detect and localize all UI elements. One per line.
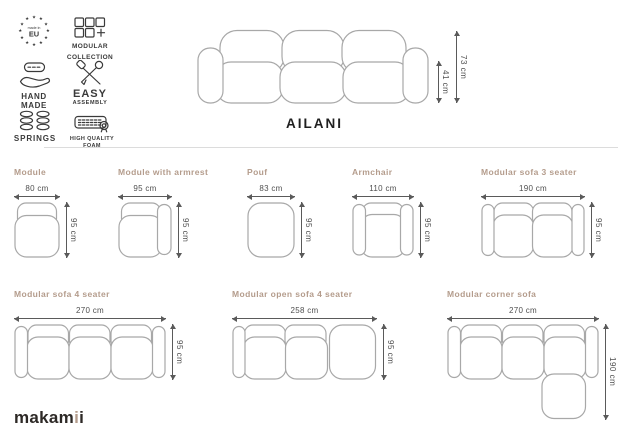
product-card-corner-sofa (447, 289, 617, 420)
product-name: Module with armrest (118, 167, 209, 177)
depth-arrow (178, 202, 179, 258)
width-arrow (247, 196, 295, 197)
product-card-module (14, 167, 78, 258)
depth-dimension (301, 202, 313, 258)
width-dimension (14, 184, 60, 197)
width-dimension (481, 184, 585, 197)
feature-springs (11, 110, 59, 143)
eu-stars-badge-icon (17, 14, 51, 47)
depth-value: 95 cm (181, 217, 190, 243)
feature-made-in-eu (13, 14, 55, 47)
width-value: 270 cm (75, 306, 105, 315)
svg-text:★: ★ (44, 35, 49, 41)
feature-label: MADE (21, 101, 47, 111)
module-armrest-top-view-drawing (118, 202, 172, 258)
pouf-top-view-drawing (247, 202, 295, 258)
svg-text:★: ★ (18, 28, 23, 34)
feature-label: COLLECTION (66, 53, 114, 61)
depth-value: 95 cm (386, 339, 395, 365)
springs-icon (18, 110, 52, 132)
depth-dimension (383, 324, 395, 380)
hero-seat-height-dimension (438, 61, 450, 103)
width-dimension (247, 184, 295, 197)
width-value: 258 cm (290, 306, 319, 315)
section-divider (44, 147, 618, 148)
feature-label: SPRINGS (13, 134, 57, 143)
logo-text-accent: i (74, 408, 80, 427)
svg-text:★: ★ (25, 16, 30, 22)
product-name: Module (14, 167, 47, 177)
svg-text:★: ★ (25, 40, 30, 46)
dimension-arrow (438, 61, 439, 103)
depth-arrow (420, 202, 421, 258)
width-value: 190 cm (518, 184, 548, 193)
product-card-module-with-armrest (118, 167, 208, 258)
feature-modular-collection (57, 17, 123, 62)
depth-arrow (301, 202, 302, 258)
high-quality-foam-icon (74, 112, 111, 133)
product-card-armchair (352, 167, 432, 258)
depth-arrow (172, 324, 173, 380)
dimension-arrow (456, 31, 457, 103)
depth-value: 95 cm (304, 217, 313, 243)
svg-text:★: ★ (32, 42, 36, 47)
width-value: 80 cm (25, 184, 49, 193)
product-card-open-sofa-4-seater (232, 289, 395, 380)
svg-text:★: ★ (44, 21, 49, 27)
feature-label: ASSEMBLY (72, 100, 108, 106)
width-arrow (447, 318, 599, 319)
depth-value: 95 cm (175, 339, 184, 365)
width-value: 83 cm (259, 184, 283, 193)
open-sofa-4-seater-top-view-drawing (232, 324, 377, 380)
eu-text: EU (28, 29, 40, 39)
product-name: Modular corner sofa (447, 289, 537, 299)
depth-value: 95 cm (69, 217, 78, 243)
product-name: Modular sofa 4 seater (14, 289, 110, 299)
depth-dimension (605, 324, 617, 420)
width-dimension (352, 184, 414, 197)
width-value: 110 cm (369, 184, 397, 193)
armchair-top-view-drawing (352, 202, 414, 258)
feature-label: MODULAR (71, 43, 109, 50)
sofa-4-seater-top-view-drawing (14, 324, 166, 380)
seat-height-value: 41 cm (441, 69, 450, 95)
product-name: Modular open sofa 4 seater (232, 289, 353, 299)
svg-text:★: ★ (45, 28, 50, 34)
svg-text:★: ★ (38, 40, 43, 46)
width-arrow (481, 196, 585, 197)
svg-text:★: ★ (19, 35, 24, 41)
width-arrow (118, 196, 172, 197)
width-arrow (14, 318, 166, 319)
width-value: 95 cm (133, 184, 157, 193)
width-dimension (447, 306, 599, 319)
depth-dimension (178, 202, 190, 258)
svg-text:★: ★ (38, 16, 43, 22)
feature-label: HIGH QUALITY (69, 136, 115, 142)
easy-assembly-icon (75, 60, 105, 87)
width-arrow (352, 196, 414, 197)
total-height-value: 73 cm (459, 54, 468, 80)
width-arrow (14, 196, 60, 197)
product-card-sofa-4-seater (14, 289, 184, 380)
depth-dimension (420, 202, 432, 258)
logo-text-main: makam (14, 408, 75, 427)
product-card-sofa-3-seater (481, 167, 603, 258)
made-in-text: made in (27, 26, 41, 31)
hero-total-height-dimension (456, 31, 468, 103)
modular-collection-icon (74, 17, 107, 40)
product-name: Modular sofa 3 seater (481, 167, 577, 177)
depth-value: 190 cm (608, 357, 617, 387)
product-card-pouf (247, 167, 313, 258)
hand-made-icon (17, 62, 52, 89)
width-dimension (118, 184, 172, 197)
feature-label: HAND (21, 92, 47, 101)
sofa-3-seater-top-view-drawing (481, 202, 585, 258)
feature-high-quality-foam (56, 112, 128, 151)
module-top-view-drawing (14, 202, 60, 258)
depth-arrow (591, 202, 592, 258)
feature-label: EASY (73, 88, 107, 100)
corner-sofa-top-view-drawing (447, 324, 599, 420)
logo-text-end: i (79, 408, 85, 427)
collection-title: AILANI (286, 116, 343, 131)
brand-logo (14, 408, 84, 428)
width-dimension (232, 306, 377, 319)
depth-value: 95 cm (423, 217, 432, 243)
product-name: Pouf (247, 167, 268, 177)
width-dimension (14, 306, 166, 319)
depth-value: 95 cm (594, 217, 603, 243)
feature-easy-assembly (57, 60, 123, 107)
svg-text:★: ★ (32, 14, 36, 20)
feature-hand-made (11, 62, 57, 110)
depth-dimension (591, 202, 603, 258)
depth-arrow (66, 202, 67, 258)
hero-sofa-front-drawing (197, 27, 429, 105)
width-value: 270 cm (508, 306, 538, 315)
product-name: Armchair (352, 167, 393, 177)
width-arrow (232, 318, 377, 319)
depth-arrow (605, 324, 606, 420)
depth-dimension (172, 324, 184, 380)
depth-arrow (383, 324, 384, 380)
depth-dimension (66, 202, 78, 258)
svg-text:★: ★ (19, 21, 24, 27)
